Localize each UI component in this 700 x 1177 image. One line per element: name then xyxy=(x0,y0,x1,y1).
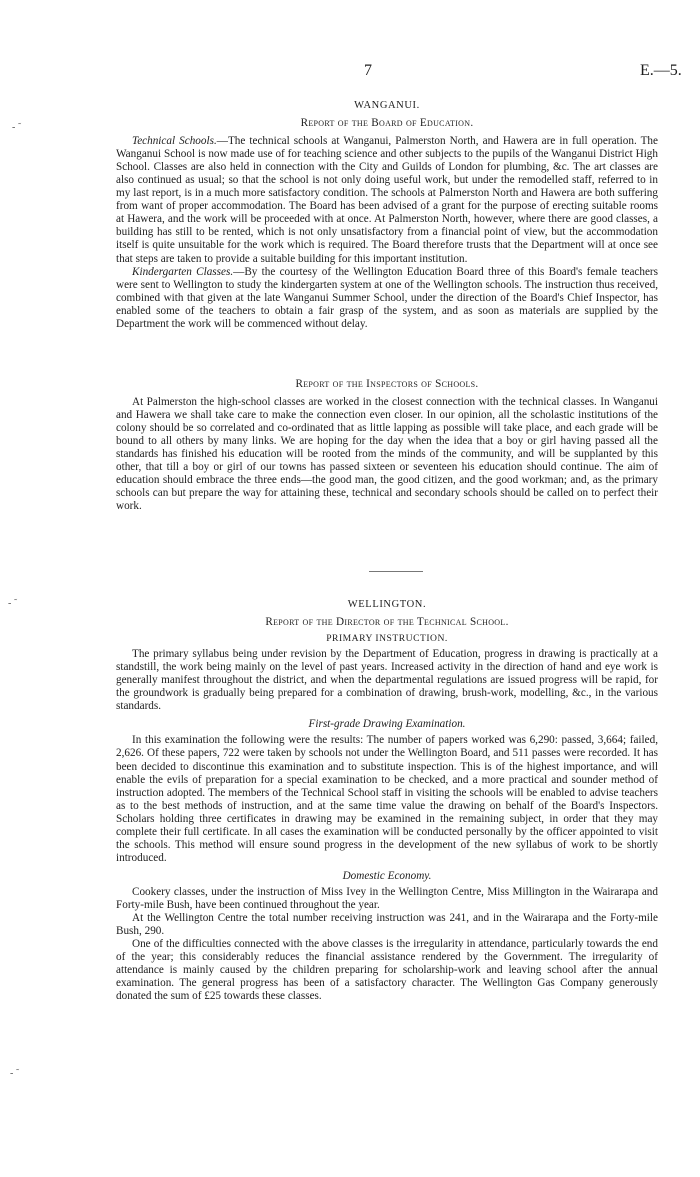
document-reference: E.—5. xyxy=(640,62,682,79)
inspectors-report-title: Report of the Inspectors of Schools. xyxy=(295,378,479,390)
section-divider xyxy=(369,571,423,572)
domestic-economy-paragraph-2: At the Wellington Centre the total number receiving instruction was 241, and in the Wairarapa and the Forty-mile Bush, 290. xyxy=(116,912,658,938)
kindergarten-lead: Kindergarten Classes. xyxy=(132,265,234,278)
section-heading-wellington: WELLINGTON. xyxy=(347,599,427,610)
technical-schools-text: —The technical schools at Wanganui, Palmerston North, and Hawera are in full operation. The Wanganui School is now made use of for teaching science and other subjects to the pupils of the Wanganui District High School. Classes are also held in connection with the City and Guilds of London for plumbing, &c. The art classes are also continued as usual; so that the school is not only doing useful work, but under the remodelled staff, referred to in my last report, is in a much more satisfactory condition. The schools at Palmerston North and Hawera are both suffering from want of proper accommodation. The Board has been advised of a grant for the purpose of erecting suitable rooms at Hawera, and the work will be proceeded with at once. At Palmerston North, however, where there are good classes, a building has still to be rented, which is not only unsatisfactory from a financial point of view, but the accommodation itself is quite unsuitable for the work which is required. The Board therefore trusts that the Department will at once see that steps are taken to provide a suitable building for this important institution. xyxy=(116,135,658,265)
kindergarten-paragraph xyxy=(116,266,658,331)
page-number: 7 xyxy=(364,62,372,79)
board-report-title: Report of the Board of Education. xyxy=(300,117,474,130)
margin-mark: - ˜ xyxy=(8,598,18,609)
technical-schools-lead: Technical Schools. xyxy=(132,135,217,148)
primary-instruction-paragraph: The primary syllabus being under revision by the Department of Education, progress in drawing is practically at a standstill, the work being mainly on the level of past years. Increased activity in the direction of hand and eye work is generally manifest throughout the district, and when the departmental regulations are issued progress will be rapid, for the groundwork is gradually being prepared for a combination of drawing, brush-work, modelling, &c., in the various standards. xyxy=(116,648,658,713)
inspectors-section xyxy=(116,378,658,513)
domestic-economy-paragraph-1: Cookery classes, under the instruction of Miss Ivey in the Wellington Centre, Miss Millington in the Wairarapa and Forty-mile Bush, have been continued throughout the year. xyxy=(116,885,658,911)
domestic-economy-paragraph-3: One of the difficulties connected with the above classes is the irregularity in attendance, particularly towards the end of the year; this considerably reduces the financial assistance rendered by the Government. The irregularity of attendance is mainly caused by the children preparing for scholarship-work and leaving school after the annual examination. The general progress has been of a satisfactory character. The Wellington Gas Company generously donated the sum of £25 towards these classes. xyxy=(116,938,658,1003)
margin-mark: - ˜ xyxy=(10,1068,20,1079)
wellington-section xyxy=(116,598,658,1003)
kindergarten-text: —By the courtesy of the Wellington Education Board three of this Board's female teachers were sent to Wellington to study the kindergarten system at one of the Wellington schools. The instruction thus received, combined with that given at the late Wanganui Summer School, under the direction of the Board's Chief Inspector, has enabled some of the teachers to obtain a fair grasp of the system, and as soon as materials are supplied by the Department the work will be commenced without delay. xyxy=(116,265,659,330)
domestic-economy-title: Domestic Economy. xyxy=(342,869,432,882)
section-heading-wanganui: WANGANUI. xyxy=(354,100,420,111)
inspectors-paragraph: At Palmerston the high-school classes are worked in the closest connection with the technical classes. In Wanganui and Hawera we shall take care to make the connection even closer. In our opinion, all the scholastic institutions of the colony should be so correlated and co-ordinated that as little lapping as possible will take place, and each grade will be bound to all others by many links. We are hoping for the day when the idea that a boy or girl having passed all the standards has finished his education will be rooted from the minds of the community, and will be supplanted by this other, that till a boy or girl of our towns has passed sixteen or seventeen his education should continue. The aim of education should embrace the three ends—the good man, the good citizen, and the good workman; and, as the primary schools can but prepare the way for attaining these, technical and secondary schools should be called on to perfect their work. xyxy=(116,396,658,513)
director-report-title: Report of the Director of the Technical School. xyxy=(265,616,509,629)
wanganui-section xyxy=(116,99,658,331)
drawing-exam-title: First-grade Drawing Examination. xyxy=(308,718,466,731)
margin-mark: - ˜ xyxy=(12,122,22,133)
drawing-exam-paragraph: In this examination the following were the results: The number of papers worked was 6,290: passed, 3,664; failed, 2,626. Of these papers, 722 were taken by schools not under the Wellington Board, and 511 passes were recorded. It has been decided to discontinue this examination and to substitute inspection. This is of the highest importance, and will enable the evils of preparation for a special examination to be checked, and a more practical and sounder method of instruction adopted. The members of the Technical School staff in visiting the schools will be enabled to advise teachers as to the best methods of instruction, and at the same time value the drawing on behalf of the Board's Inspectors. Scholars holding three certificates in drawing may be examined in the remaining subject, in order that they may complete their full certificate. In all cases the examination will be conducted personally by the officer appointed to visit the schools. This method will ensure sound progress in the development of the new syllabus of work to be shortly introduced. xyxy=(116,734,658,864)
technical-schools-paragraph xyxy=(116,135,658,265)
primary-instruction-title: PRIMARY INSTRUCTION. xyxy=(326,633,448,645)
